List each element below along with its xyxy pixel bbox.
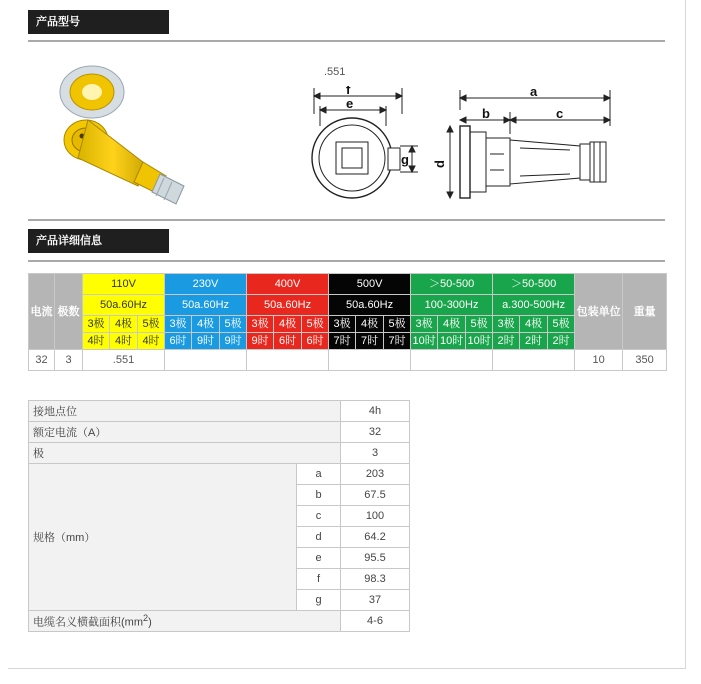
pole-count: 4极 xyxy=(356,316,384,333)
group-frequency: 50a.60Hz xyxy=(329,295,411,316)
pole-count: 3极 xyxy=(493,316,520,333)
spec-value: 100 xyxy=(341,506,410,527)
clock-position: 10时 xyxy=(466,333,493,350)
pole-count: 5极 xyxy=(384,316,411,333)
pole-count: 5极 xyxy=(302,316,329,333)
pole-count: 4极 xyxy=(192,316,220,333)
header-packing-unit: 包装单位 xyxy=(575,274,623,350)
data-weight: 350 xyxy=(623,350,667,371)
data-poles: 3 xyxy=(55,350,83,371)
data-empty xyxy=(329,350,411,371)
clock-position: 6时 xyxy=(274,333,302,350)
spec-value: 98.3 xyxy=(341,569,410,590)
clock-position: 4时 xyxy=(110,333,138,350)
cable-label-superscript: 2 xyxy=(143,612,149,623)
spec-key: e xyxy=(297,548,341,569)
header-weight: 重量 xyxy=(623,274,667,350)
dim-b: b xyxy=(482,106,490,121)
section-title-details: 产品详细信息 xyxy=(28,229,169,253)
group-frequency: a.300-500Hz xyxy=(493,295,575,316)
data-empty xyxy=(247,350,329,371)
pole-count: 3极 xyxy=(411,316,438,333)
section-title-model: 产品型号 xyxy=(28,10,169,34)
spec-key: d xyxy=(297,527,341,548)
pole-count: 5极 xyxy=(548,316,575,333)
clock-position: 7时 xyxy=(384,333,411,350)
group-voltage: 500V xyxy=(329,274,411,295)
clock-position: 6时 xyxy=(165,333,192,350)
dim-a: a xyxy=(530,86,538,99)
side-view-drawing xyxy=(430,86,620,206)
group-voltage: ＞50-500 xyxy=(411,274,493,295)
clock-position: 9时 xyxy=(247,333,274,350)
spec-key: g xyxy=(297,590,341,611)
group-frequency: 100-300Hz xyxy=(411,295,493,316)
section-divider xyxy=(28,260,665,262)
group-voltage: 110V xyxy=(83,274,165,295)
clock-position: 4时 xyxy=(83,333,110,350)
product-image xyxy=(48,58,198,208)
ground-value: 4h xyxy=(341,401,410,422)
clock-position: 2时 xyxy=(548,333,575,350)
group-frequency: 50a.60Hz xyxy=(83,295,165,316)
dim-c: c xyxy=(556,106,564,121)
spec-table xyxy=(28,273,667,371)
spec-key: b xyxy=(297,485,341,506)
spec-value: 203 xyxy=(341,464,410,485)
spec-value: 67.5 xyxy=(341,485,410,506)
section-divider xyxy=(28,40,665,42)
cable-label-text: 电缆名义横截面积(mm xyxy=(33,616,143,629)
spec-key: a xyxy=(297,464,341,485)
data-packing-unit: 10 xyxy=(575,350,623,371)
clock-position: 7时 xyxy=(356,333,384,350)
data-empty xyxy=(411,350,493,371)
clock-position: 2时 xyxy=(520,333,548,350)
spec-value: 64.2 xyxy=(341,527,410,548)
pole-count: 3极 xyxy=(83,316,110,333)
spec-key: f xyxy=(297,569,341,590)
rated-current-value: 32 xyxy=(341,422,410,443)
pole-count: 5极 xyxy=(466,316,493,333)
data-empty xyxy=(165,350,247,371)
dim-e: e xyxy=(346,96,354,111)
poles-label: 极 xyxy=(29,443,341,464)
pole-count: 3极 xyxy=(247,316,274,333)
clock-position: 4时 xyxy=(138,333,165,350)
dim-f: f xyxy=(346,86,351,97)
clock-position: 10时 xyxy=(411,333,438,350)
dim-d: d xyxy=(432,160,447,168)
spec-label: 规格（mm） xyxy=(29,464,297,611)
pole-count: 3极 xyxy=(329,316,356,333)
spec-key: c xyxy=(297,506,341,527)
section-divider xyxy=(28,219,665,221)
pole-count: 4极 xyxy=(438,316,466,333)
data-model: .551 xyxy=(83,350,165,371)
pole-count: 4极 xyxy=(274,316,302,333)
group-frequency: 50a.60Hz xyxy=(247,295,329,316)
header-current: 电流 xyxy=(29,274,55,350)
pole-count: 3极 xyxy=(165,316,192,333)
pole-count: 4极 xyxy=(110,316,138,333)
group-voltage: 400V xyxy=(247,274,329,295)
spec-value: 95.5 xyxy=(341,548,410,569)
group-frequency: 50a.60Hz xyxy=(165,295,247,316)
spec-value: 37 xyxy=(341,590,410,611)
group-voltage: ＞50-500 xyxy=(493,274,575,295)
rated-current-label: 额定电流（A） xyxy=(29,422,341,443)
data-current: 32 xyxy=(29,350,55,371)
detail-table xyxy=(28,400,410,632)
clock-position: 6时 xyxy=(302,333,329,350)
clock-position: 9时 xyxy=(220,333,247,350)
model-code: .551 xyxy=(324,66,346,78)
header-poles: 极数 xyxy=(55,274,83,350)
cable-cross-section-value: 4-6 xyxy=(341,611,410,632)
poles-value: 3 xyxy=(341,443,410,464)
front-view-drawing xyxy=(300,86,420,206)
clock-position: 2时 xyxy=(493,333,520,350)
dim-g: g xyxy=(401,152,409,167)
data-empty xyxy=(493,350,575,371)
cable-cross-section-label xyxy=(29,611,341,632)
clock-position: 7时 xyxy=(329,333,356,350)
group-voltage: 230V xyxy=(165,274,247,295)
clock-position: 10时 xyxy=(438,333,466,350)
pole-count: 4极 xyxy=(520,316,548,333)
ground-label: 接地点位 xyxy=(29,401,341,422)
pole-count: 5极 xyxy=(220,316,247,333)
clock-position: 9时 xyxy=(192,333,220,350)
pole-count: 5极 xyxy=(138,316,165,333)
cable-label-close: ) xyxy=(148,616,152,629)
